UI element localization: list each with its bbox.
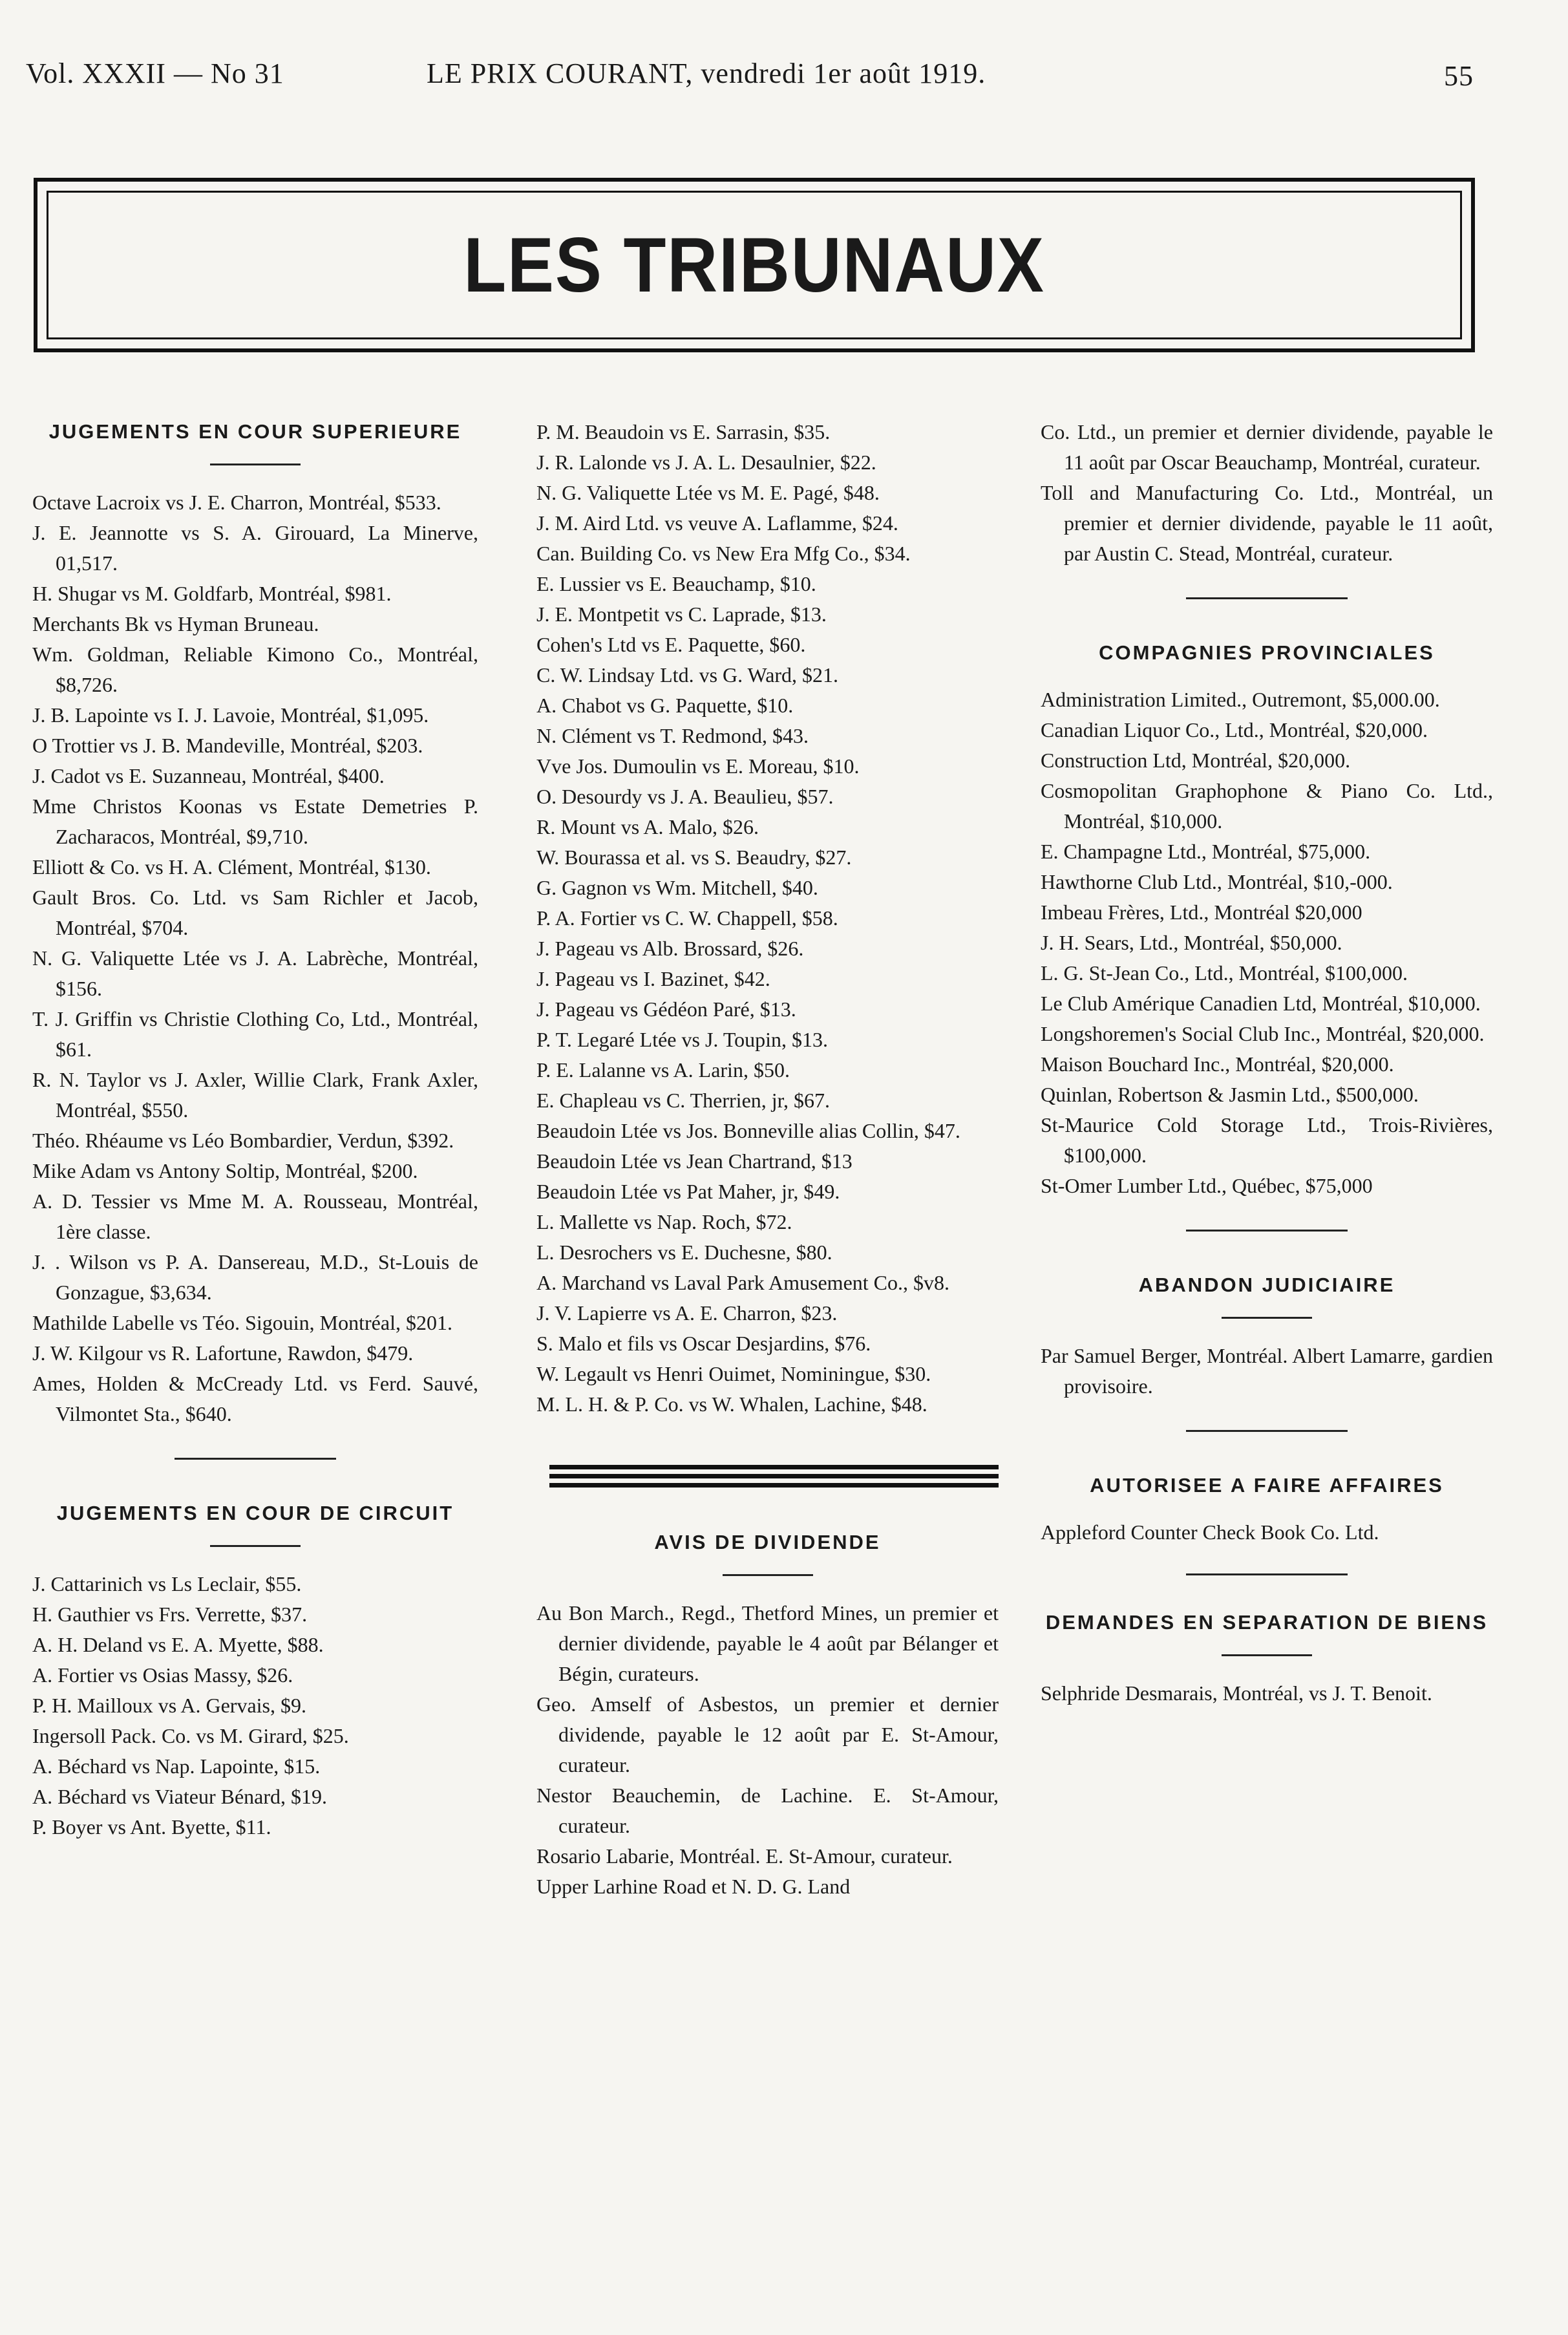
cour-superieure-list xyxy=(32,487,478,1429)
list-item: P. M. Beaudoin vs E. Sarrasin, $35. xyxy=(536,420,831,443)
list-item: Can. Building Co. vs New Era Mfg Co., $34. xyxy=(536,542,911,565)
list-item: A. D. Tessier vs Mme M. A. Rousseau, Montréal, 1ère classe. xyxy=(32,1189,478,1243)
divider xyxy=(210,1545,301,1547)
list-item: Rosario Labarie, Montréal. E. St-Amour, curateur. xyxy=(536,1844,953,1868)
list-item: Théo. Rhéaume vs Léo Bombardier, Verdun, $392. xyxy=(32,1129,454,1152)
list-item: O. Desourdy vs J. A. Beaulieu, $57. xyxy=(536,785,834,808)
column-1 xyxy=(32,417,478,1842)
list-item: Toll and Manufacturing Co. Ltd., Montréal, un premier et dernier dividende, payable le 11 août, par Austin C. Stead, Montréal, curateur. xyxy=(1041,481,1493,565)
cour-de-circuit-continued-list xyxy=(536,417,999,1420)
divider xyxy=(210,464,301,465)
list-item: Cohen's Ltd vs E. Paquette, $60. xyxy=(536,633,806,656)
list-item: J. R. Lalonde vs J. A. L. Desaulnier, $22. xyxy=(536,451,876,474)
list-item: Maison Bouchard Inc., Montréal, $20,000. xyxy=(1041,1052,1394,1076)
list-item: M. L. H. & P. Co. vs W. Whalen, Lachine, $48. xyxy=(536,1392,927,1416)
list-item: J. E. Montpetit vs C. Laprade, $13. xyxy=(536,602,827,626)
list-item: L. Desrochers vs E. Duchesne, $80. xyxy=(536,1241,832,1264)
list-item: St-Omer Lumber Ltd., Québec, $75,000 xyxy=(1041,1174,1373,1197)
section-separator xyxy=(1186,1230,1348,1231)
list-item: P. H. Mailloux vs A. Gervais, $9. xyxy=(32,1694,306,1717)
list-item: E. Lussier vs E. Beauchamp, $10. xyxy=(536,572,816,595)
masthead-box xyxy=(34,178,1475,352)
list-item: Elliott & Co. vs H. A. Clément, Montréal, $130. xyxy=(32,855,431,879)
list-item: Co. Ltd., un premier et dernier dividende, payable le 11 août par Oscar Beauchamp, Montréal, curateur. xyxy=(1041,420,1493,474)
list-item: J. Pageau vs Gédéon Paré, $13. xyxy=(536,997,796,1021)
list-item: Nestor Beauchemin, de Lachine. E. St-Amour, curateur. xyxy=(536,1784,999,1837)
list-item: A. Béchard vs Viateur Bénard, $19. xyxy=(32,1785,328,1808)
list-item: P. E. Lalanne vs A. Larin, $50. xyxy=(536,1058,790,1082)
list-item: Beaudoin Ltée vs Jean Chartrand, $13 xyxy=(536,1149,853,1173)
demandes-entry: Selphride Desmarais, Montréal, vs J. T. Benoit. xyxy=(1041,1681,1432,1705)
divider xyxy=(723,1574,813,1576)
list-item: O Trottier vs J. B. Mandeville, Montréal, $203. xyxy=(32,734,423,757)
list-item: J. B. Lapointe vs I. J. Lavoie, Montréal, $1,095. xyxy=(32,703,429,727)
list-item: J. W. Kilgour vs R. Lafortune, Rawdon, $479. xyxy=(32,1341,414,1365)
list-item: N. Clément vs T. Redmond, $43. xyxy=(536,724,809,747)
list-item: Merchants Bk vs Hyman Bruneau. xyxy=(32,612,319,635)
list-item: Gault Bros. Co. Ltd. vs Sam Richler et Jacob, Montréal, $704. xyxy=(32,886,478,939)
masthead-title: LES TRIBUNAUX xyxy=(463,222,1045,308)
list-item: Geo. Amself of Asbestos, un premier et dernier dividende, payable le 12 août par E. St-Amour, curateur. xyxy=(536,1692,999,1776)
list-item: E. Champagne Ltd., Montréal, $75,000. xyxy=(1041,840,1371,863)
list-item: G. Gagnon vs Wm. Mitchell, $40. xyxy=(536,876,818,899)
list-item: L. G. St-Jean Co., Ltd., Montréal, $100,000. xyxy=(1041,961,1408,985)
heading-autorisee: AUTORISEE A FAIRE AFFAIRES xyxy=(1090,1474,1444,1497)
page-number: 55 xyxy=(1444,60,1474,92)
autorisee-entry: Appleford Counter Check Book Co. Ltd. xyxy=(1041,1520,1379,1544)
running-head xyxy=(26,57,1474,102)
list-item: Upper Larhine Road et N. D. G. Land xyxy=(536,1875,851,1898)
column-2 xyxy=(536,417,999,1902)
list-item: Wm. Goldman, Reliable Kimono Co., Montréal, $8,726. xyxy=(32,643,478,696)
volume-number: Vol. XXXII — No 31 xyxy=(26,58,284,89)
section-separator xyxy=(175,1458,336,1460)
list-item: A. Marchand vs Laval Park Amusement Co., $v8. xyxy=(536,1271,949,1294)
list-item: Administration Limited., Outremont, $5,000.00. xyxy=(1041,688,1440,711)
heading-compagnies-provinciales: COMPAGNIES PROVINCIALES xyxy=(1099,641,1435,664)
dividende-continued-list xyxy=(1041,417,1493,569)
list-item: Beaudoin Ltée vs Pat Maher, jr, $49. xyxy=(536,1180,840,1203)
list-item: St-Maurice Cold Storage Ltd., Trois-Rivières, $100,000. xyxy=(1041,1113,1493,1167)
list-item: J. Pageau vs I. Bazinet, $42. xyxy=(536,967,770,990)
divider xyxy=(1222,1654,1312,1656)
list-item: J. Cattarinich vs Ls Leclair, $55. xyxy=(32,1572,302,1595)
list-item: Mike Adam vs Antony Soltip, Montréal, $200. xyxy=(32,1159,418,1182)
list-item: L. Mallette vs Nap. Roch, $72. xyxy=(536,1210,792,1233)
list-item: Construction Ltd, Montréal, $20,000. xyxy=(1041,749,1351,772)
list-item: Vve Jos. Dumoulin vs E. Moreau, $10. xyxy=(536,754,860,778)
list-item: J. Cadot vs E. Suzanneau, Montréal, $400. xyxy=(32,764,385,787)
double-rule xyxy=(549,1465,999,1487)
heading-cour-superieure: JUGEMENTS EN COUR SUPERIEURE xyxy=(48,420,462,443)
list-item: P. A. Fortier vs C. W. Chappell, $58. xyxy=(536,906,838,930)
list-item: E. Chapleau vs C. Therrien, jr, $67. xyxy=(536,1089,831,1112)
list-item: P. T. Legaré Ltée vs J. Toupin, $13. xyxy=(536,1028,829,1051)
list-item: Ames, Holden & McCready Ltd. vs Ferd. Sauvé, Vilmontet Sta., $640. xyxy=(32,1372,478,1425)
list-item: A. Béchard vs Nap. Lapointe, $15. xyxy=(32,1754,321,1778)
list-item: Le Club Amérique Canadien Ltd, Montréal, $10,000. xyxy=(1041,992,1481,1015)
list-item: Longshoremen's Social Club Inc., Montréal, $20,000. xyxy=(1041,1022,1485,1045)
list-item: C. W. Lindsay Ltd. vs G. Ward, $21. xyxy=(536,663,839,687)
column-3 xyxy=(1041,417,1493,1709)
list-item: Octave Lacroix vs J. E. Charron, Montréal, $533. xyxy=(32,491,441,514)
list-item: Canadian Liquor Co., Ltd., Montréal, $20,000. xyxy=(1041,718,1428,741)
heading-demandes-separation: DEMANDES EN SEPARATION DE BIENS xyxy=(1045,1611,1489,1634)
list-item: Quinlan, Robertson & Jasmin Ltd., $500,000. xyxy=(1041,1083,1419,1106)
list-item: Mathilde Labelle vs Téo. Sigouin, Montréal, $201. xyxy=(32,1311,452,1334)
list-item: Au Bon March., Regd., Thetford Mines, un premier et dernier dividende, payable le 4 août par Bélanger et Bégin, curateurs. xyxy=(536,1601,999,1685)
list-item: J. . Wilson vs P. A. Dansereau, M.D., St-Louis de Gonzague, $3,634. xyxy=(32,1250,478,1304)
list-item: W. Bourassa et al. vs S. Beaudry, $27. xyxy=(536,846,852,869)
cour-de-circuit-list xyxy=(32,1569,478,1842)
list-item: J. V. Lapierre vs A. E. Charron, $23. xyxy=(536,1301,838,1325)
heading-cour-de-circuit: JUGEMENTS EN COUR DE CIRCUIT xyxy=(56,1502,454,1524)
heading-avis-de-dividende: AVIS DE DIVIDENDE xyxy=(654,1531,881,1553)
section-separator xyxy=(1186,597,1348,599)
divider xyxy=(1222,1317,1312,1319)
list-item: Imbeau Frères, Ltd., Montréal $20,000 xyxy=(1041,901,1362,924)
list-item: S. Malo et fils vs Oscar Desjardins, $76. xyxy=(536,1332,871,1355)
list-item: H. Gauthier vs Frs. Verrette, $37. xyxy=(32,1603,308,1626)
abandon-entry: Par Samuel Berger, Montréal. Albert Lamarre, gardien provisoire. xyxy=(1041,1344,1493,1398)
compagnies-provinciales-list xyxy=(1041,685,1493,1201)
list-item: J. H. Sears, Ltd., Montréal, $50,000. xyxy=(1041,931,1342,954)
list-item: N. G. Valiquette Ltée vs J. A. Labrèche, Montréal, $156. xyxy=(32,946,478,1000)
list-item: A. Chabot vs G. Paquette, $10. xyxy=(536,694,794,717)
list-item: H. Shugar vs M. Goldfarb, Montréal, $981. xyxy=(32,582,392,605)
list-item: P. Boyer vs Ant. Byette, $11. xyxy=(32,1815,271,1839)
heading-abandon-judiciaire: ABANDON JUDICIAIRE xyxy=(1138,1274,1395,1296)
avis-de-dividende-list xyxy=(536,1598,999,1902)
list-item: R. N. Taylor vs J. Axler, Willie Clark, Frank Axler, Montréal, $550. xyxy=(32,1068,478,1122)
list-item: Mme Christos Koonas vs Estate Demetries P. Zacharacos, Montréal, $9,710. xyxy=(32,794,478,848)
list-item: J. E. Jeannotte vs S. A. Girouard, La Minerve, 01,517. xyxy=(32,521,478,575)
list-item: Cosmopolitan Graphophone & Piano Co. Ltd., Montréal, $10,000. xyxy=(1041,779,1493,833)
publication-title: LE PRIX COURANT, vendredi 1er août 1919. xyxy=(427,58,986,89)
section-separator xyxy=(1186,1430,1348,1432)
list-item: Beaudoin Ltée vs Jos. Bonneville alias Collin, $47. xyxy=(536,1119,960,1142)
list-item: W. Legault vs Henri Ouimet, Nominingue, $30. xyxy=(536,1362,931,1385)
list-item: N. G. Valiquette Ltée vs M. E. Pagé, $48. xyxy=(536,481,880,504)
list-item: A. H. Deland vs E. A. Myette, $88. xyxy=(32,1633,324,1656)
list-item: Hawthorne Club Ltd., Montréal, $10,-000. xyxy=(1041,870,1393,893)
list-item: T. J. Griffin vs Christie Clothing Co, Ltd., Montréal, $61. xyxy=(32,1007,478,1061)
list-item: J. M. Aird Ltd. vs veuve A. Laflamme, $24. xyxy=(536,511,898,535)
list-item: J. Pageau vs Alb. Brossard, $26. xyxy=(536,937,804,960)
section-separator xyxy=(1186,1573,1348,1575)
list-item: Ingersoll Pack. Co. vs M. Girard, $25. xyxy=(32,1724,349,1747)
list-item: A. Fortier vs Osias Massy, $26. xyxy=(32,1663,293,1687)
list-item: R. Mount vs A. Malo, $26. xyxy=(536,815,759,838)
